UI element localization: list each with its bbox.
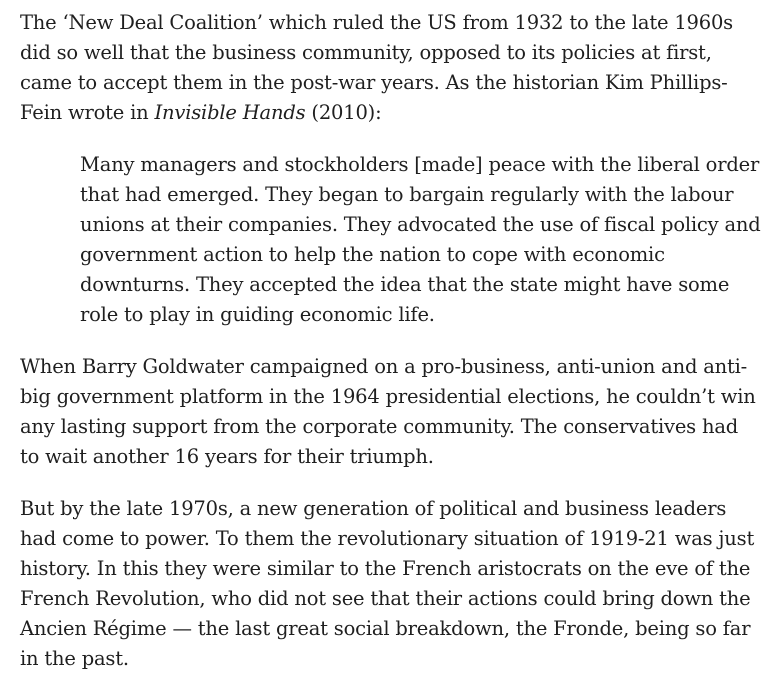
book-title-invisible-hands: Invisible Hands — [154, 101, 306, 124]
paragraph-late-1970s: But by the late 1970s, a new generation of political and business leaders had come to power. To them the revolutionary situation of 1919-21 was just history. In this they were similar to the French aristocrats on the eve of the French Revolution, who did not see that their actions could bring down the Ancien Régime — the last great social breakdown, the Fronde, being so far in the past. — [20, 497, 755, 670]
paragraph-text: The ‘New Deal Coalition’ which ruled the US from 1932 to the late 1960s did so well that the business community, opposed to its policies at first, came to accept them in the post-war years. As the historian Kim Phillips-Fein wrote in — [20, 11, 733, 124]
paragraph-new-deal-coalition — [20, 8, 761, 128]
paragraph-goldwater: When Barry Goldwater campaigned on a pro-business, anti-union and anti-big government platform in the 1964 presidential elections, he couldn’t win any lasting support from the corporate community. The conservatives had to wait another 16 years for their triumph. — [20, 355, 756, 468]
paragraph-text-tail: (2010): — [305, 101, 382, 124]
block-quote-phillips-fein: Many managers and stockholders [made] peace with the liberal order that had emerged. They began to bargain regularly with the labour unions at their companies. They advocated the use of fiscal policy and government action to help the nation to cope with economic downturns. They accepted the idea that the state might have some role to play in guiding economic life. — [80, 153, 761, 326]
